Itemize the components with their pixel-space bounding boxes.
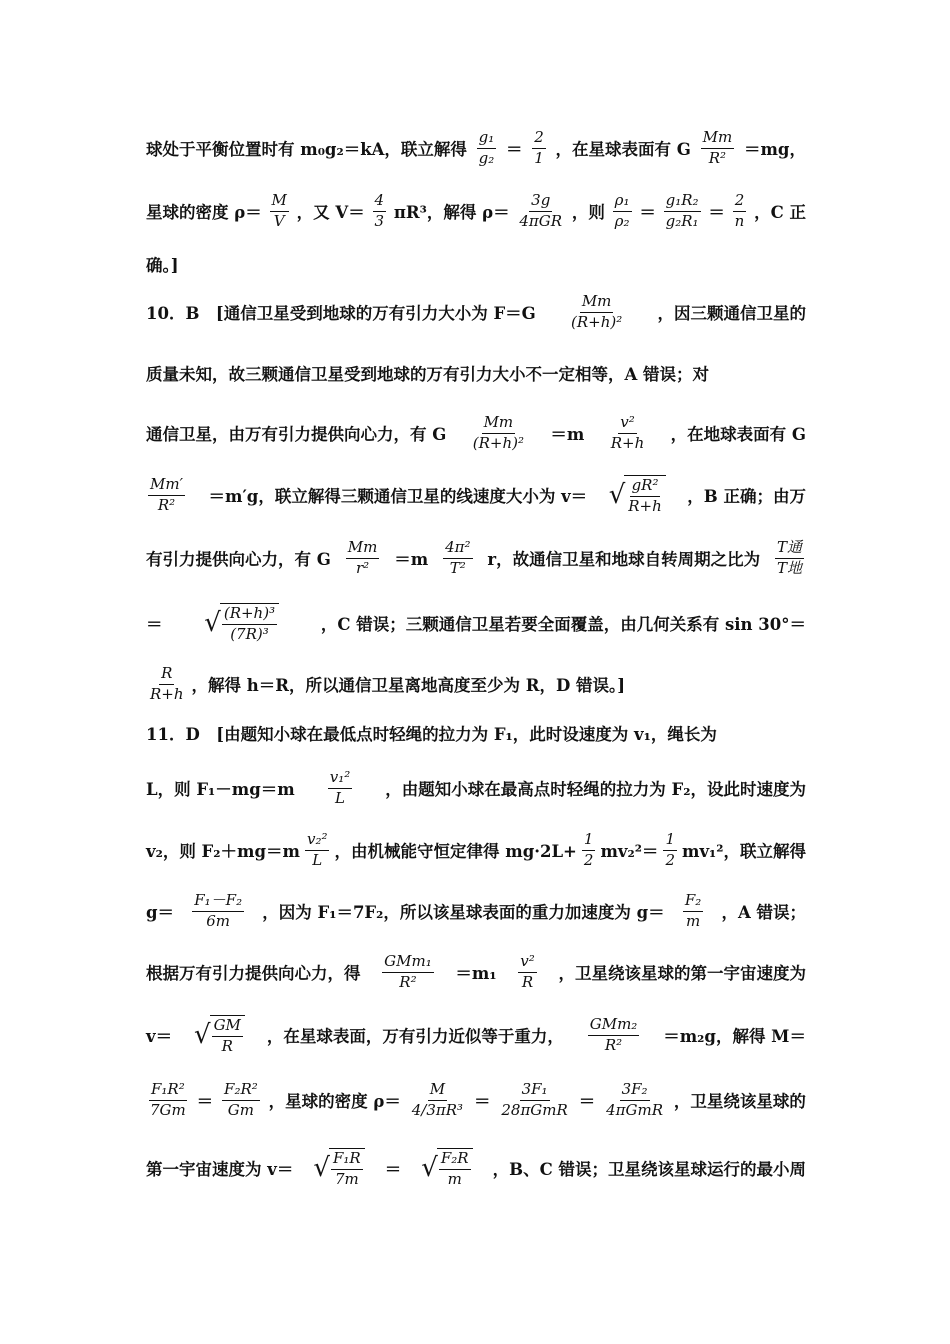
line-16: v＝ √ $\frac{GM}{R}$ ，在星球表面，万有引力近似等于重力， $\frac{\text{GMm₂}}{\text{R²}}$ ＝m₂g，解得 M＝: [146, 1015, 806, 1055]
fraction: $\frac{\text{ρ₁}}{\text{ρ₂}}$: [614, 191, 630, 230]
fraction: $\frac{Mm'}{\text{R²}}$: [150, 475, 183, 514]
fraction: $\frac{\text{GMm₂}}{\text{R²}}$: [589, 1015, 638, 1054]
fraction: $\frac{1}{2}$: [583, 830, 594, 869]
text: 球处于平衡位置时有 m₀g₂＝kA，联立解得: [146, 140, 467, 159]
sqrt-expression: √ $\frac{\text{F₂R}}{m}$: [421, 1148, 472, 1188]
fraction: $\frac{Mm}{\text{R²}}$: [702, 128, 733, 167]
line-15: 根据万有引力提供向心力，得 $\frac{\text{GMm₁}}{\text{R²}}$ ＝m₁ $\frac{\text{v²}}{R}$ ，卫星绕该星球的第一宇宙速度为: [146, 952, 806, 991]
sqrt-expression: √ $\frac{GM}{R}$: [194, 1015, 245, 1055]
line-13: v₂，则 F₂＋mg＝m $\frac{\text{v₂²}}{L}$ ，由机械能守恒定律得 mg·2L+ $\frac{1}{2}$ mv₂²＝ $\frac{1}{2}$ mv₁²，联立解得: [146, 830, 806, 869]
fraction: $\frac{Mm}{\text{(R+h)²}}$: [571, 292, 623, 331]
fraction: $\frac{R}{R+h}$: [150, 664, 184, 703]
line-18: 第一宇宙速度为 v＝ √ $\frac{\text{F₁R}}{7m}$ ＝ √ $\frac{\text{F₂R}}{m}$ ，B、C 错误；卫星绕该星球运行的最小周: [146, 1149, 806, 1188]
fraction: $\frac{2}{1}$: [534, 128, 544, 167]
fraction: $\frac{\text{3F₂}}{\text{4πGmR}}$: [606, 1080, 663, 1119]
fraction: $\frac{\text{F₁R²}}{7Gm}$: [150, 1080, 186, 1119]
line-7: $\frac{Mm'}{\text{R²}}$ ＝m′g，联立解得三颗通信卫星的线速度大小为 v＝ √ $\frac{\text{gR²}}{R+h}$ ，B 正确；由万: [150, 475, 806, 515]
fraction: $\frac{\text{T通}}{\text{T地}}$: [776, 538, 802, 577]
fraction: $\frac{\text{3F₁}}{\text{28πGmR}}$: [501, 1080, 568, 1119]
fraction: $\frac{3g}{\text{4πGR}}$: [519, 191, 563, 230]
fraction: $\frac{\text{v²}}{R+h}$: [610, 413, 645, 452]
fraction: $\frac{\text{4π²}}{\text{T²}}$: [445, 538, 471, 577]
line-11: 11．D [由题知小球在最低点时轻绳的拉力为 F₁，此时设速度为 v₁，绳长为: [146, 725, 717, 744]
line-12: L，则 F₁－mg＝m $\frac{\text{v₁²}}{L}$ ，由题知小球在最高点时轻绳的拉力为 F₂，设此时速度为: [146, 768, 806, 807]
fraction: $\frac{M}{V}$: [271, 191, 287, 230]
fraction: $\frac{\text{g₁R₂}}{\text{g₂R₁}}$: [665, 191, 699, 230]
sqrt-expression: √ $\frac{\text{F₁R}}{7m}$: [313, 1148, 364, 1188]
line-17: $\frac{\text{F₁R²}}{7Gm}$ ＝ $\frac{\text{F₂R²}}{Gm}$ ，星球的密度 ρ＝ $\frac{M}{\text{4/3πR³}}$ ＝ $\frac{\text{3F₁}}{\text{28πGmR}}$ ＝ $\frac{\text{3F₂}}{\text{4πGmR}}$ ，卫星绕该星球的: [150, 1080, 806, 1119]
fraction: $\frac{\text{F₂}}{m}$: [684, 891, 702, 930]
line-5: 质量未知，故三颗通信卫星受到地球的万有引力大小不一定相等，A 错误；对: [146, 365, 710, 384]
line-1: 球处于平衡位置时有 m₀g₂＝kA，联立解得 $\frac{\text{g₁}}{\text{g₂}}$ ＝ $\frac{2}{1}$ ，在星球表面有 G $\frac{Mm}{\text{R²}}$ ＝mg，: [146, 128, 806, 167]
fraction: $\frac{\text{F₂R²}}{Gm}$: [224, 1080, 258, 1119]
line-9: ＝ √ $\frac{\text{(R+h)³}}{\text{(7R)³}}$ ，C 错误；三颗通信卫星若要全面覆盖，由几何关系有 sin 30°＝: [146, 604, 806, 643]
sqrt-expression: √ $\frac{\text{(R+h)³}}{\text{(7R)³}}$: [204, 603, 279, 643]
fraction: $\frac{\text{F₁－F₂}}{6m}$: [194, 891, 243, 930]
fraction: $\frac{2}{n}$: [734, 191, 745, 230]
line-8: 有引力提供向心力，有 G $\frac{Mm}{\text{r²}}$ ＝m $\frac{\text{4π²}}{\text{T²}}$ r，故通信卫星和地球自转周期之比为 $\frac{\text{T通}}{\text{T地}}$: [146, 538, 802, 577]
line-10: $\frac{R}{R+h}$ ，解得 h＝R，所以通信卫星离地高度至少为 R，D 错误。]: [150, 664, 626, 703]
fraction: $\frac{\text{g₁}}{\text{g₂}}$: [478, 128, 495, 167]
line-2: 星球的密度 ρ＝ $\frac{M}{V}$ ，又 V＝ $\frac{4}{3}$ πR³，解得 ρ＝ $\frac{3g}{\text{4πGR}}$ ，则 $\frac{\text{ρ₁}}{\text{ρ₂}}$ ＝ $\frac{\text{g₁R₂}}{\text{g₂R₁}}$ ＝ $\frac{2}{n}$ ，C 正: [146, 191, 806, 230]
fraction: $\frac{Mm}{\text{(R+h)²}}$: [472, 413, 524, 452]
fraction: $\frac{\text{GMm₁}}{\text{R²}}$: [384, 952, 432, 991]
fraction: $\frac{4}{3}$: [374, 191, 385, 230]
sqrt-expression: √ $\frac{\text{gR²}}{R+h}$: [609, 475, 666, 515]
fraction: $\frac{\text{v₂²}}{L}$: [306, 830, 328, 869]
fraction: $\frac{1}{2}$: [665, 830, 675, 869]
line-4: 10．B [通信卫星受到地球的万有引力大小为 F＝G $\frac{Mm}{\text{(R+h)²}}$ ，因三颗通信卫星的: [146, 292, 806, 331]
line-6: 通信卫星，由万有引力提供向心力，有 G $\frac{Mm}{\text{(R+h)²}}$ ＝m $\frac{\text{v²}}{R+h}$ ，在地球表面有 G: [146, 413, 806, 452]
line-14: g＝ $\frac{\text{F₁－F₂}}{6m}$ ，因为 F₁＝7F₂，所以该星球表面的重力加速度为 g＝ $\frac{\text{F₂}}{m}$ ，A 错误；: [146, 891, 806, 930]
fraction: $\frac{\text{v₁²}}{L}$: [329, 768, 351, 807]
fraction: $\frac{M}{\text{4/3πR³}}$: [411, 1080, 464, 1119]
fraction: $\frac{\text{v²}}{R}$: [520, 952, 535, 991]
line-3: 确。]: [146, 256, 179, 275]
fraction: $\frac{Mm}{\text{r²}}$: [347, 538, 378, 577]
